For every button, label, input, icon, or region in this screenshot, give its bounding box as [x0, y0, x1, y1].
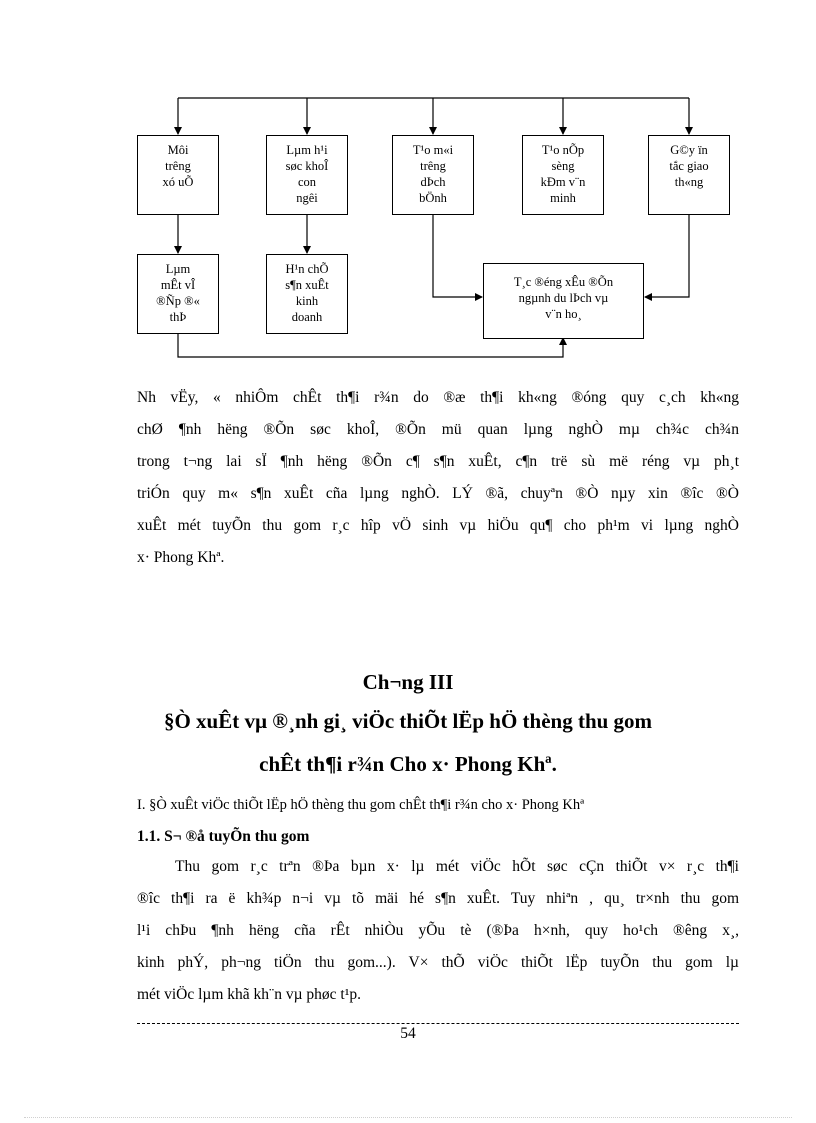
section-heading-i: I. §Ò xuÊt viÖc thiÕt lËp hÖ thèng thu gom chÊt th¶i r¾n cho x· Phong Khª: [137, 797, 585, 813]
diagram-box-lifestyle: T¹o nÕp sèng kÐm v¨n minh: [522, 135, 604, 215]
paragraph-1-line: Nh vËy, « nhiÔm chÊt th¶i r¾n do ®æ th¶i kh«ng ®óng quy c¸ch kh«ng: [137, 389, 739, 406]
diagram-box-production: H¹n chÕ s¶n xuÊt kinh doanh: [266, 254, 348, 334]
diagram-box-tourism-effect: T¸c ®éng xÊu ®Õn ngµnh du lÞch vµ v¨n ho¸: [483, 263, 644, 339]
diagram-box-health: Lµm h¹i søc khoÎ con ngêi: [266, 135, 348, 215]
section-heading-1-1: 1.1. S¬ ®å tuyÕn thu gom: [137, 828, 310, 845]
diagram-box-disease: T¹o m«i trêng dÞch bÖnh: [392, 135, 474, 215]
diagram-box-environment: Môi trêng xó uÕ: [137, 135, 219, 215]
arrow-box3-to-effect: [433, 214, 482, 297]
paragraph-2: [137, 851, 739, 1011]
paragraph-1-line: x· Phong Khª.: [137, 549, 225, 566]
diagram-box-traffic: G©y ïn tắc giao th«ng: [648, 135, 730, 215]
paragraph-1-line: triÓn quy m« s¶n xuÊt cña lµng nghÒ. LÝ ®ã, chuyªn ®Ò nµy xin ®îc ®Ò: [137, 485, 739, 502]
diagram-box-aesthetics: Lµm mÊt vÎ ®Ñp ®« thÞ: [137, 254, 219, 334]
paragraph-2-line: Thu gom r¸c trªn ®Þa bµn x· lµ mét viÖc hÕt søc cÇn thiÕt v× r¸c th¶i: [175, 858, 739, 875]
chapter-subtitle-line-2: chÊt th¶i r¾n Cho x· Phong Khª.: [259, 752, 557, 776]
paragraph-2-line: mét viÖc lµm khã kh¨n vµ phøc t¹p.: [137, 986, 361, 1003]
footer-divider: [137, 1023, 739, 1024]
arrow-box5-to-effect: [645, 214, 689, 297]
chapter-subtitle-line-1: §Ò xuÊt vµ ®¸nh gi¸ viÖc thiÕt lËp hÖ thèng thu gom: [163, 709, 653, 733]
effects-diagram: [0, 0, 816, 380]
chapter-title: Ch¬ng III: [362, 670, 454, 694]
paragraph-2-line: l¹i chÞu ¶nh hëng cña rÊt nhiÒu yÕu tè (®Þa h×nh, quy ho¹ch ®êng x¸,: [137, 922, 739, 939]
paragraph-1-line: trong t¬ng lai sÏ ¶nh hëng ®Õn c¶ s¶n xuÊt, c¶n trë sù më réng vµ ph¸t: [137, 453, 739, 470]
paragraph-1-line: xuÊt mét tuyÕn thu gom r¸c hîp vÖ sinh vµ hiÖu qu¶ cho ph¹m vi lµng nghÒ: [137, 517, 739, 534]
page-number: 54: [400, 1025, 416, 1042]
page-bottom-border: [24, 1117, 792, 1118]
paragraph-2-line: kinh phÝ, ph¬ng tiÖn thu gom...). V× thÕ viÖc thiÕt lËp tuyÕn thu gom lµ: [137, 954, 739, 971]
paragraph-1-line: chØ ¶nh hëng ®Õn søc khoÎ, ®Õn mü quan lµng nghÒ mµ ch¾c ch¾n: [137, 421, 739, 438]
paragraph-1: [137, 382, 739, 574]
paragraph-2-line: ®îc th¶i ra ë kh¾p n¬i vµ tõ mäi hé s¶n xuÊt. Tuy nhiªn , qu¸ tr×nh thu gom: [137, 890, 739, 907]
